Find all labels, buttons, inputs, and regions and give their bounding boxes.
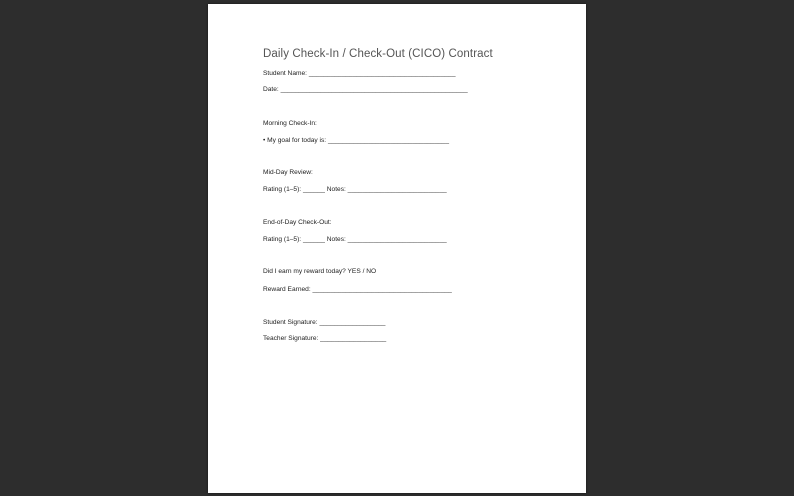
end-of-day-rating-line: Rating (1–5): ______ Notes: ___________________________	[263, 236, 447, 243]
reward-question: Did I earn my reward today? YES / NO	[263, 268, 377, 275]
morning-goal-line: • My goal for today is: _________________________________	[263, 137, 449, 144]
midday-review-heading: Mid-Day Review:	[263, 169, 313, 176]
reward-earned-line: Reward Earned: ______________________________________	[263, 286, 452, 293]
document-title: Daily Check-In / Check-Out (CICO) Contract	[263, 48, 493, 60]
student-name-line: Student Name: ________________________________________	[263, 70, 456, 77]
document-page	[208, 4, 586, 493]
midday-rating-line: Rating (1–5): ______ Notes: ___________________________	[263, 186, 447, 193]
date-line: Date: ___________________________________________________	[263, 86, 468, 93]
end-of-day-heading: End-of-Day Check-Out:	[263, 219, 332, 226]
morning-checkin-heading: Morning Check-In:	[263, 120, 317, 127]
teacher-signature-line: Teacher Signature: __________________	[263, 335, 387, 342]
student-signature-line: Student Signature: __________________	[263, 319, 386, 326]
